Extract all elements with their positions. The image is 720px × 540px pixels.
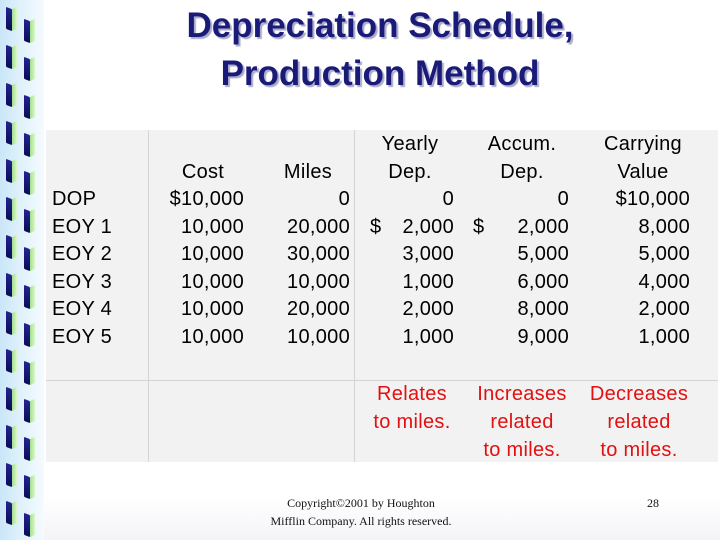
accum-dep-cell: 8,000 bbox=[517, 298, 569, 320]
accum-dep-cell: 9,000 bbox=[517, 325, 569, 348]
yearly-dollar-sign: $ bbox=[370, 216, 382, 238]
page-number: 28 bbox=[647, 496, 659, 510]
cost-cell: 10,000 bbox=[181, 270, 244, 293]
header-accum-line1: Accum. bbox=[487, 133, 557, 155]
row-label: EOY 2 bbox=[52, 243, 113, 265]
band-bar-decoration bbox=[6, 121, 12, 145]
band-bar-decoration bbox=[6, 311, 12, 335]
decorative-side-band bbox=[0, 0, 44, 540]
miles-cell: 20,000 bbox=[287, 215, 350, 238]
header-yearly-line1: Yearly bbox=[381, 133, 439, 155]
band-bar-decoration bbox=[6, 349, 12, 373]
band-bar-decoration bbox=[24, 399, 30, 423]
header-accum-line2: Dep. bbox=[500, 161, 544, 183]
header-carrying-line2: Value bbox=[617, 161, 669, 183]
row-label: EOY 5 bbox=[52, 325, 113, 348]
accum-note-line: to miles. bbox=[483, 439, 561, 461]
accum-dep-cell: 2,000 bbox=[517, 215, 569, 238]
miles-cell: 30,000 bbox=[287, 243, 350, 265]
header-miles: Miles bbox=[283, 161, 333, 183]
band-bar-decoration bbox=[24, 323, 30, 347]
carrying-value-cell: 2,000 bbox=[638, 298, 690, 320]
cost-cell: 10,000 bbox=[181, 298, 244, 320]
row-label: EOY 4 bbox=[52, 298, 113, 320]
title-line-2: Production Method bbox=[220, 54, 540, 93]
yearly-dep-cell: 2,000 bbox=[402, 215, 454, 238]
band-bar-decoration bbox=[6, 235, 12, 259]
carrying-value-cell: $10,000 bbox=[615, 188, 690, 210]
carrying-value-cell: 8,000 bbox=[638, 215, 690, 238]
band-bar-decoration bbox=[24, 285, 30, 309]
yearly-dep-cell: 1,000 bbox=[402, 325, 454, 348]
band-bar-decoration bbox=[24, 171, 30, 195]
header-cost: Cost bbox=[181, 161, 225, 183]
band-bar-decoration bbox=[6, 387, 12, 411]
band-bar-decoration bbox=[6, 197, 12, 221]
accum-dollar-sign: $ bbox=[473, 216, 485, 238]
title-line-1: Depreciation Schedule, bbox=[186, 6, 574, 45]
band-bar-decoration bbox=[6, 159, 12, 183]
carrying-value-cell: 1,000 bbox=[638, 325, 690, 348]
row-label: DOP bbox=[52, 188, 97, 210]
accum-dep-cell: 0 bbox=[557, 188, 569, 210]
copyright-line-2: Mifflin Company. All rights reserved. bbox=[270, 514, 452, 528]
header-carrying-line1: Carrying bbox=[604, 133, 682, 155]
carrying-note-line: related bbox=[607, 411, 671, 433]
cost-cell: 10,000 bbox=[181, 215, 244, 238]
row-label: EOY 3 bbox=[52, 270, 113, 293]
band-bar-decoration bbox=[24, 209, 30, 233]
miles-cell: 10,000 bbox=[287, 270, 350, 293]
band-bar-decoration bbox=[24, 437, 30, 461]
yearly-dep-cell: 0 bbox=[442, 188, 454, 210]
accum-note-line: Increases bbox=[477, 383, 567, 405]
band-bar-decoration bbox=[6, 463, 12, 487]
yearly-note-line: to miles. bbox=[373, 411, 451, 433]
yearly-dep-cell: 2,000 bbox=[402, 298, 454, 320]
yearly-dep-cell: 3,000 bbox=[402, 243, 454, 265]
carrying-value-cell: 5,000 bbox=[638, 243, 690, 265]
band-bar-decoration bbox=[6, 45, 12, 69]
miles-cell: 20,000 bbox=[287, 298, 350, 320]
cost-cell: 10,000 bbox=[181, 243, 244, 265]
yearly-note-line: Relates bbox=[377, 383, 447, 405]
copyright-line-1: Copyright©2001 by Houghton bbox=[287, 496, 435, 510]
copyright-notice bbox=[250, 494, 472, 530]
band-bar-decoration bbox=[24, 361, 30, 385]
row-label: EOY 1 bbox=[52, 215, 113, 238]
band-bar-decoration bbox=[24, 19, 30, 43]
band-bar-decoration bbox=[24, 133, 30, 157]
accum-dep-cell: 5,000 bbox=[517, 243, 569, 265]
accum-note-line: related bbox=[490, 411, 554, 433]
band-bar-decoration bbox=[24, 475, 30, 499]
band-bar-decoration bbox=[6, 273, 12, 297]
cost-cell: 10,000 bbox=[181, 325, 244, 348]
page-title bbox=[100, 2, 660, 98]
cost-cell: $10,000 bbox=[169, 188, 244, 210]
yearly-dep-cell: 1,000 bbox=[402, 270, 454, 293]
miles-cell: 10,000 bbox=[287, 325, 350, 348]
column-divider bbox=[354, 130, 355, 462]
band-bar-decoration bbox=[24, 57, 30, 81]
band-bar-decoration bbox=[24, 247, 30, 271]
carrying-note-line: Decreases bbox=[589, 383, 689, 405]
band-bar-decoration bbox=[6, 501, 12, 525]
band-bar-decoration bbox=[24, 95, 30, 119]
band-bar-decoration bbox=[6, 425, 12, 449]
band-bar-decoration bbox=[6, 83, 12, 107]
carrying-note-line: to miles. bbox=[600, 439, 678, 461]
carrying-value-cell: 4,000 bbox=[638, 270, 690, 293]
column-divider bbox=[148, 130, 149, 462]
band-bar-decoration bbox=[24, 513, 30, 537]
miles-cell: 0 bbox=[338, 188, 350, 210]
accum-dep-cell: 6,000 bbox=[517, 270, 569, 293]
band-bar-decoration bbox=[6, 7, 12, 31]
header-yearly-line2: Dep. bbox=[388, 161, 432, 183]
